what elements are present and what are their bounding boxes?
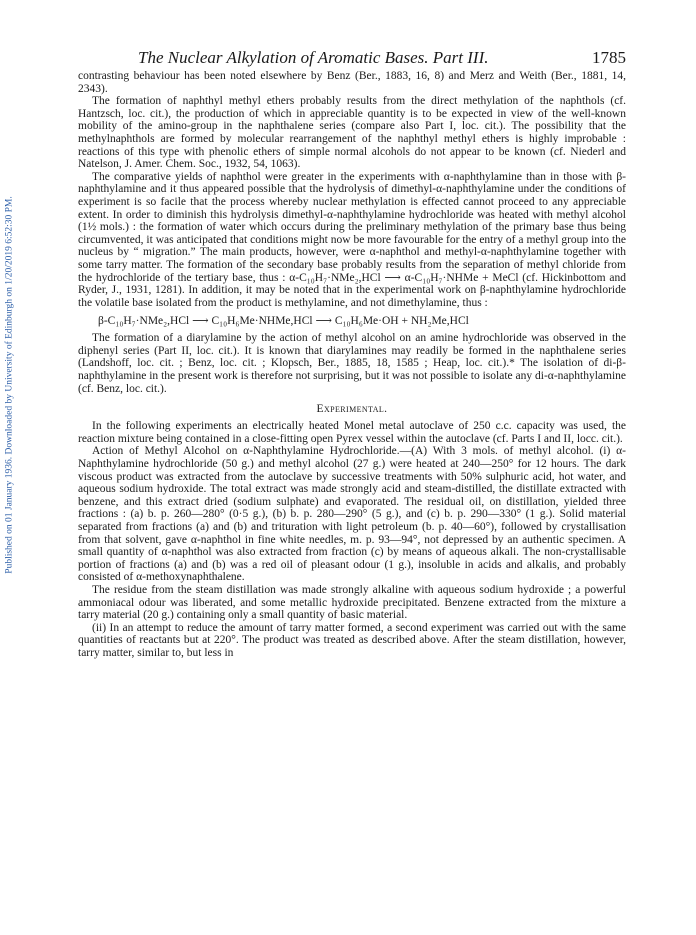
paragraph-1: contrasting behaviour has been noted elsewhere by Benz (Ber., 1883, 16, 8) and Merz and Weith (Ber., 1881, 14, 2343). <box>78 70 626 95</box>
paragraph-6: Action of Methyl Alcohol on α-Naphthylamine Hydrochloride.—(A) With 3 mols. of methyl alcohol. (i) α-Naphthylamine hydrochloride (50 g.) and methyl alcohol (27 g.) were heated at 240—250° for 12 hours. The dark viscous product was extracted from the autoclave by successive treatments with 50% sulphuric acid, hot water, and aqueous sodium hydroxide. The total extract was made strongly acid and steam-distilled, the distillate extracted with benzene, and this extract dried (sodium sulphate) and evaporated. The residual oil, on distillation, yielded three fractions : (a) b. p. 260—280° (0·5 g.), (b) b. p. 280—290° (5 g.), and (c) b. p. 290—330° (1 g.). Solid material separated from fractions (a) and (b) and trituration with light petroleum (b. p. 40—60°), followed by crystallisation from that solvent, gave α-naphthol in fine white needles, m. p. 93—94°, not depressed by an authentic specimen. A small quantity of α-naphthol was also extracted from fraction (c) by means of aqueous alkali. The non-crystallisable portion of fractions (a) and (b) was a red oil of pleasant odour (1 g.), insoluble in acids and alkalis, and probably consisted of α-methoxynaphthalene. <box>78 445 626 584</box>
paragraph-7: The residue from the steam distillation was made strongly alkaline with aqueous sodium hydroxide ; a powerful ammoniacal odour was liberated, and some metallic hydroxide precipitated. Benzene extracted from the mixture a tarry material (20 g.) containing only a small quantity of basic material. <box>78 583 626 622</box>
paragraph-3: The comparative yields of naphthol were greater in the experiments with α-naphthylamine than in those with β-naphthylamine and it thus appeared possible that the hydrolysis of dimethyl-α-naphthylamine under the conditions of experiment is so facile that the process whereby nuclear methylation is effected cannot proceed to any appreciable extent. In order to diminish this hydrolysis dimethyl-α-naphthylamine hydrochloride was heated with methyl alcohol (1½ mols.) : the formation of water which occurs during the preliminary methylation of the primary base thus being circumvented, it was anticipated that conditions might now be more favourable for the entry of a methyl group into the nucleus by “ migration.” The main products, however, were α-naphthol and methyl-α-naphthylamine together with some tarry matter. The formation of the secondary base probably results from the separation of methyl chloride from the hydrochloride of the tertiary base, thus : α-C₁₀H₇·NMe₂,HCl ⟶ α-C₁₀H₇·NHMe + MeCl (cf. Hickinbottom and Ryder, J., 1931, 1281). In addition, it may be noted that in the experimental work on β-naphthylamine hydrochloride the volatile base isolated from the product is methylamine, and not dimethylamine, thus : <box>78 170 626 309</box>
section-heading-experimental: Experimental. <box>316 403 388 416</box>
paragraph-2: The formation of naphthyl methyl ethers probably results from the direct methylation of the naphthols (cf. Hantzsch, loc. cit.), the production of which in appreciable quantity is to be expected in view of the well-known mobility of the amino-group in the naphthalene series (compare also Part I, loc. cit.). The possibility that the methylnaphthols are formed by molecular rearrangement of the naphthyl methyl ethers is highly improbable : reactions of this type with phenolic ethers of simple normal alcohols do not appear to be known (cf. Niederl and Natelson, J. Amer. Chem. Soc., 1932, 54, 1063). <box>78 95 626 171</box>
paper-page <box>78 48 626 660</box>
running-header <box>78 48 626 70</box>
reaction-equation: β-C₁₀H₇·NMe₂,HCl ⟶ C₁₀H₆Me·NHMe,HCl ⟶ C₁₀H₆Me·OH + NH₂Me,HCl <box>98 315 469 328</box>
paragraph-5: In the following experiments an electrically heated Monel metal autoclave of 250 c.c. capacity was used, the reaction mixture being contained in a close-fitting open Pyrex vessel within the autoclave (cf. Parts I and II, locc. cit.). <box>78 420 626 445</box>
running-title: The Nuclear Alkylation of Aromatic Bases. Part III. <box>138 48 489 67</box>
download-notice: Published on 01 January 1936. Downloaded by University of Edinburgh on 1/20/2019 6:52:30 PM. <box>5 196 15 574</box>
page-number: 1785 <box>592 48 626 67</box>
paragraph-4: The formation of a diarylamine by the action of methyl alcohol on an amine hydrochloride was observed in the diphenyl series (Part II, loc. cit.). It is known that diarylamines may readily be formed in the naphthalene series (Landshoff, loc. cit. ; Benz, loc. cit. ; Klopsch, Ber., 1885, 18, 1585 ; Heap, loc. cit.).* The isolation of di-β-naphthylamine in the present work is therefore not surprising, but it was not possible to isolate any di-α-naphthylamine (cf. Benz, loc. cit.). <box>78 332 626 395</box>
download-watermark <box>2 150 18 620</box>
paragraph-8: (ii) In an attempt to reduce the amount of tarry matter formed, a second experiment was carried out with the same quantities of reactants but at 220°. The product was treated as described above. After the steam distillation, however, tarry matter, similar to, but less in <box>78 621 626 659</box>
